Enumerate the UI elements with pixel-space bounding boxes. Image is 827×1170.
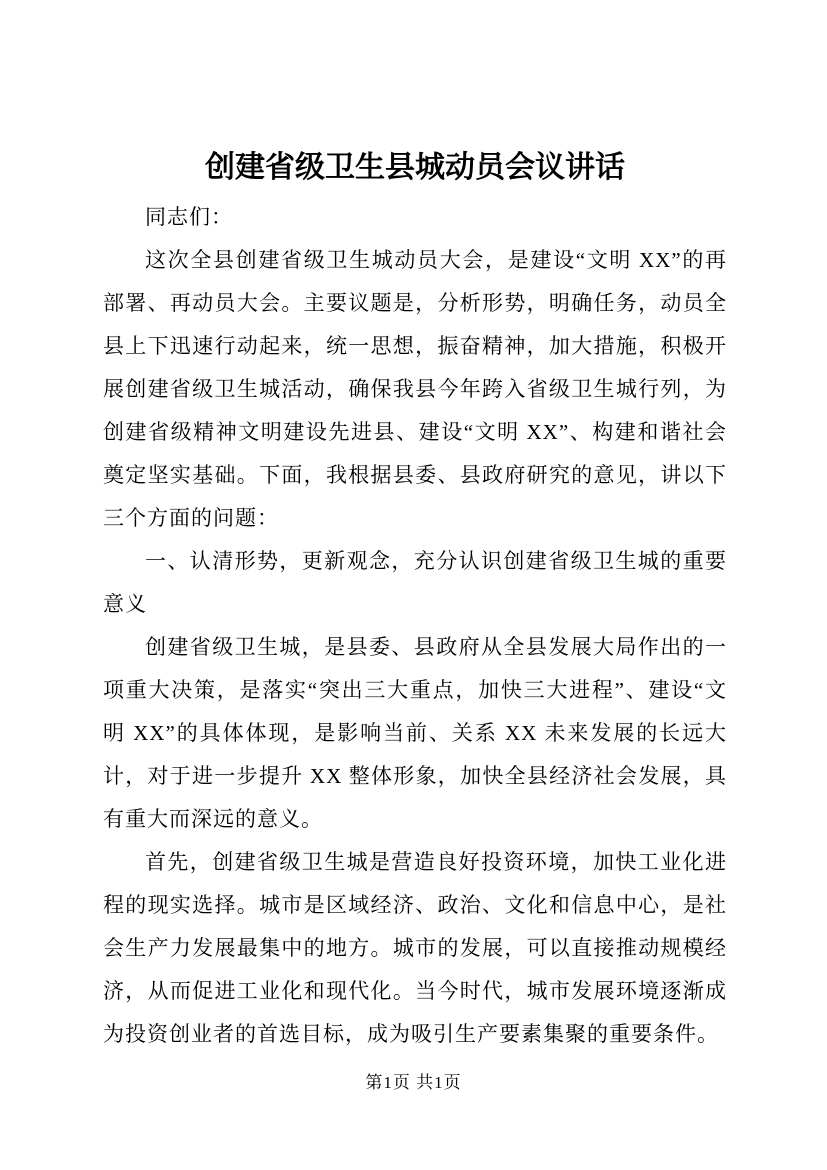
paragraph-investment-environment: 首先，创建省级卫生城是营造良好投资环境，加快工业化进程的现实选择。城市是区域经济、政治、文化和信息中心，是社会生产力发展最集中的地方。城市的发展，可以直接推动规模经济，从而促进工业化和现代化。当今时代，城市发展环境逐渐成为投资创业者的首选目标，成为吸引生产要素集聚的重要条件。 bbox=[103, 850, 727, 1046]
paragraph-significance: 创建省级卫生城，是县委、县政府从全县发展大局作出的一项重大决策，是落实“突出三大重点，加快三大进程”、建设“文明 XX”的具体体现，是影响当前、关系 XX 未来发展的长远大计，对于进一步提升 XX 整体形象，加快全县经济社会发展，具有重大而深远的意义。 bbox=[103, 635, 727, 831]
page-title: 创建省级卫生县城动员会议讲话 bbox=[205, 151, 625, 184]
section-heading-one: 一、认清形势，更新观念，充分认识创建省级卫生城的重要意义 bbox=[103, 549, 727, 616]
paragraph-opening: 这次全县创建省级卫生城动员大会，是建设“文明 XX”的再部署、再动员大会。主要议题是，分析形势，明确任务，动员全县上下迅速行动起来，统一思想，振奋精神，加大措施，积极开展创建省级卫生城活动，确保我县今年跨入省级卫生城行列，为创建省级精神文明建设先进县、建设“文明 XX”、构建和谐社会奠定坚实基础。下面，我根据县委、县政府研究的意见，讲以下三个方面的问题： bbox=[103, 248, 727, 530]
page-footer: 第1页 共1页 bbox=[365, 1073, 462, 1092]
document-content bbox=[103, 148, 727, 1056]
salutation: 同志们： bbox=[145, 205, 233, 229]
